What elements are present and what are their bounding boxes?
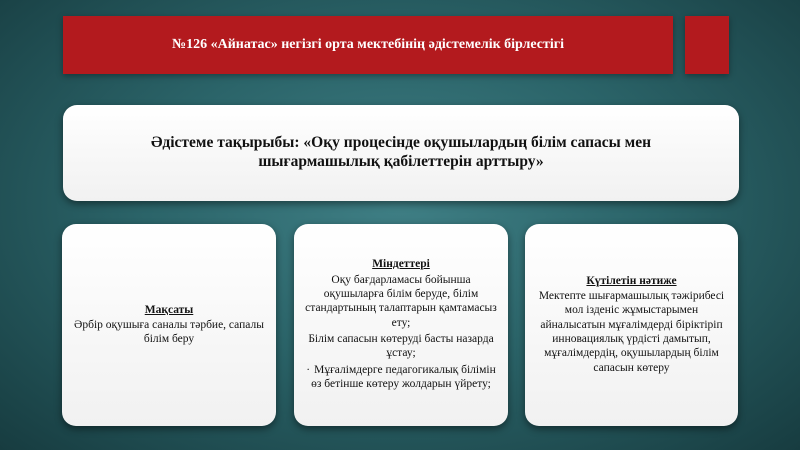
goal-card	[62, 224, 276, 426]
task-item	[304, 363, 498, 392]
page-title: №126 «Айнатас» негізгі орта мектебінің әдістемелік бірлестігі	[172, 37, 564, 52]
result-text: Мектепте шығармашылық тәжірибесі мол ізденіс жұмыстарымен айналысатын мұғалімдерді біріктіріп инновациялық үрдісті дамытып, мұғалімдердің, оқушылардың білім сапасын көтеру	[538, 289, 725, 374]
task-item: Білім сапасын көтеруді басты назарда ұстау;	[308, 333, 494, 360]
result-card	[525, 224, 738, 426]
theme-box	[63, 105, 739, 201]
task-item-text: Мұғалімдерге педагогикалық білімін өз бетінше көтеру жолдарын үйрету;	[311, 363, 496, 391]
bullet-glyph: ·	[306, 363, 311, 376]
task-item: Оқу бағдарламасы бойынша оқушыларға білім беруде, білім стандартының талаптарын қамтамасыз ету;	[305, 273, 497, 329]
tasks-heading: Міндеттері	[372, 257, 430, 270]
goal-text: Әрбір оқушыға саналы тәрбие, сапалы білім беру	[74, 318, 264, 345]
theme-text: Әдістеме тақырыбы: «Оқу процесінде оқушылардың білім сапасы мен шығармашылық қабілеттерін арттыру»	[150, 134, 652, 170]
tasks-card	[294, 224, 508, 426]
title-accent-block	[685, 16, 729, 74]
goal-heading: Мақсаты	[144, 303, 194, 316]
result-heading: Күтілетін нәтиже	[586, 274, 677, 287]
title-banner	[63, 16, 673, 74]
